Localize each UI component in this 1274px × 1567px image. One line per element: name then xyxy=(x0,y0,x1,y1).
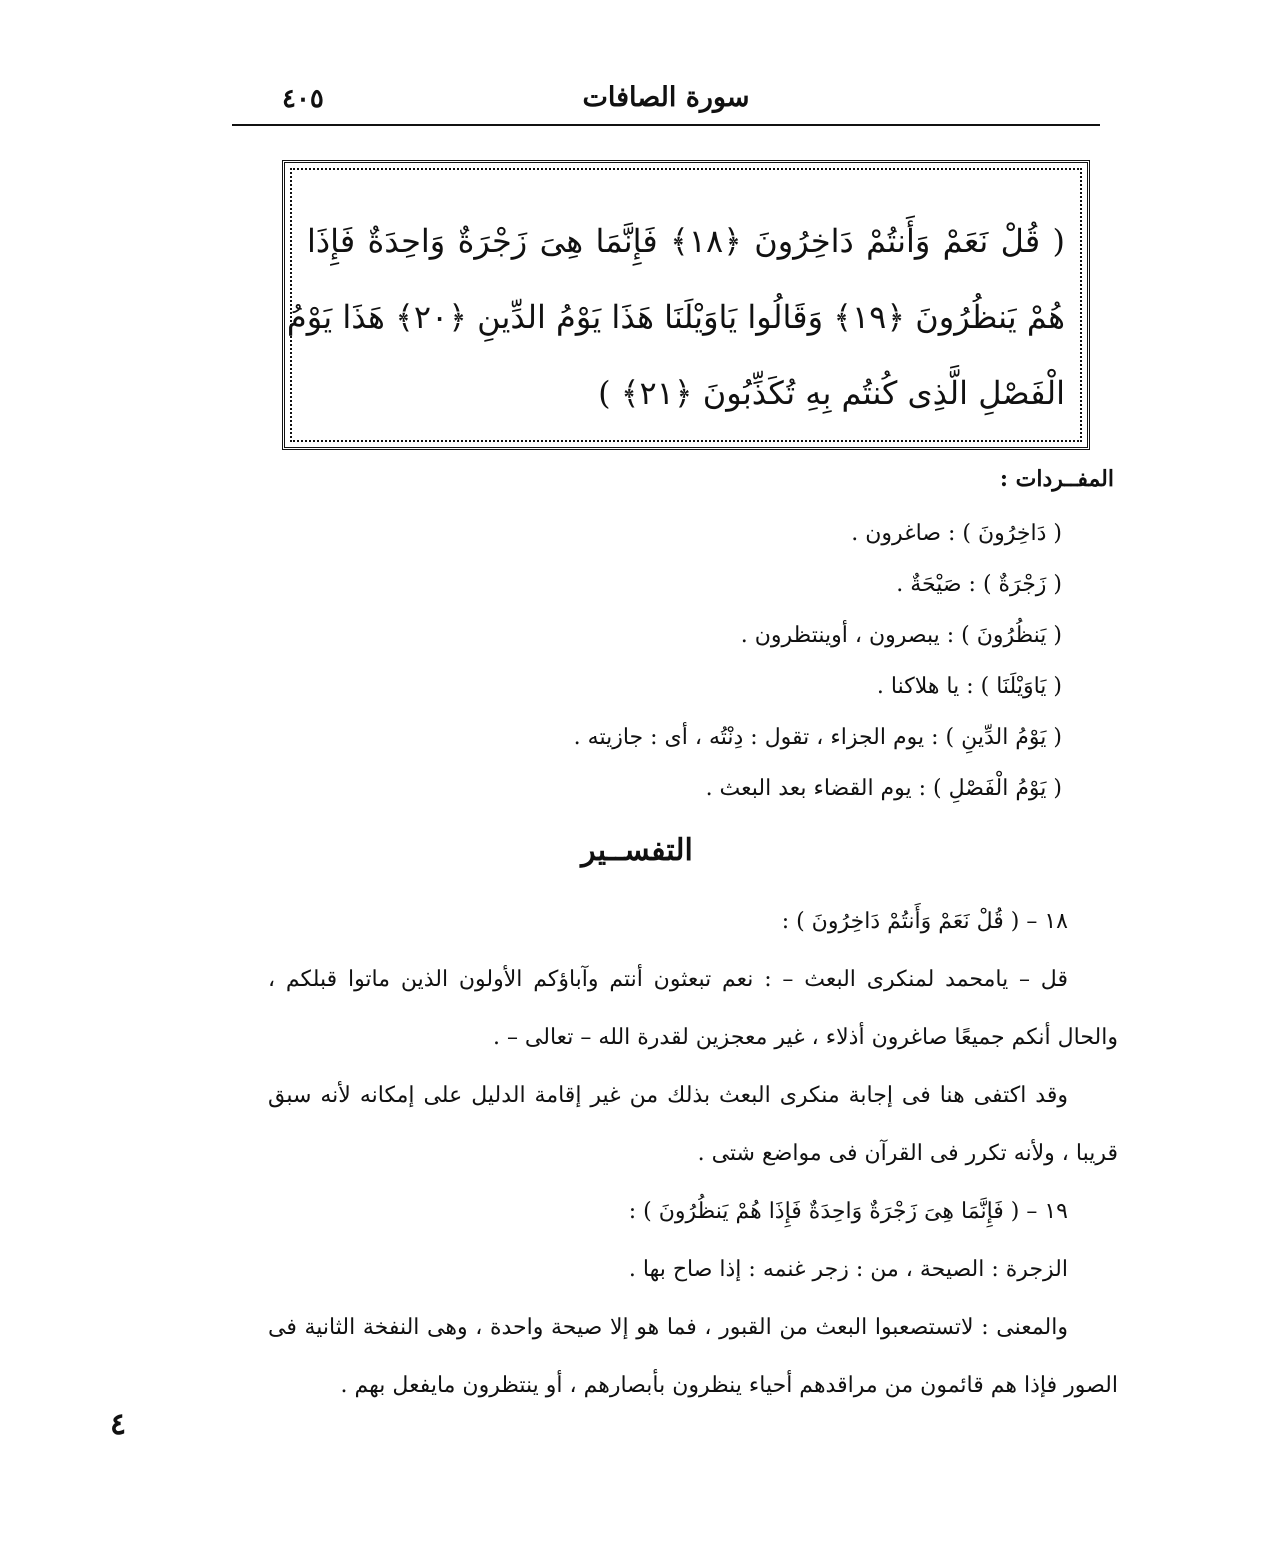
vocabulary-list xyxy=(362,508,1062,814)
paragraph: والمعنى : لاتستصعبوا البعث من القبور ، فما هو إلا صيحة واحدة ، وهى النفخة الثانية فى الصور فإذا هم قائمون من مراقدهم أحياء ينظرون بأبصارهم ، أو ينتظرون مايفعل بهم . xyxy=(268,1315,1118,1398)
page-header xyxy=(232,78,1100,126)
vocab-item: ( زَجْرَةٌ ) : صَيْحَةٌ . xyxy=(896,572,1062,597)
paragraph: وقد اكتفى هنا فى إجابة منكرى البعث بذلك من غير إقامة الدليل على إمكانه لأنه سبق قريبا ، ولأنه تكرر فى القرآن فى مواضع شتى . xyxy=(268,1083,1118,1166)
vocabulary-heading: المفــردات : xyxy=(999,466,1114,492)
paragraph: قل – يامحمد لمنكرى البعث – : نعم تبعثون أنتم وآباؤكم الأولون الذين ماتوا قبلكم ، والحال أنكم جميعًا صاغرون أذلاء ، غير معجزين لقدرة الله – تعالى – . xyxy=(268,967,1118,1050)
page-number: ٤٠٥ xyxy=(282,84,324,114)
vocab-item: ( يَنظُرُونَ ) : يبصرون ، أوينتظرون . xyxy=(740,623,1062,648)
vocab-item: ( يَاوَيْلَنَا ) : يا هلاكنا . xyxy=(876,674,1062,699)
verse19-heading: ١٩ – ( فَإِنَّمَا هِىَ زَجْرَةٌ وَاحِدَةٌ فَإِذَا هُمْ يَنظُرُونَ ) : xyxy=(628,1199,1068,1224)
surah-title: سورة الصافات xyxy=(582,82,750,113)
verse-line-3: الْفَصْلِ الَّذِى كُنتُم بِهِ تُكَذِّبُونَ ﴿٢١﴾ ) xyxy=(598,374,1065,412)
verse-line-2: هُمْ يَنظُرُونَ ﴿١٩﴾ وَقَالُوا يَاوَيْلَنَا هَذَا يَوْمُ الدِّينِ ﴿٢٠﴾ هَذَا يَوْمُ xyxy=(286,298,1065,336)
footer-mark: ٤ xyxy=(110,1407,127,1442)
tafsir-verse18 xyxy=(268,893,1118,1415)
verse18-heading: ١٨ – ( قُلْ نَعَمْ وَأَنتُمْ دَاخِرُونَ ) : xyxy=(781,909,1068,934)
vocab-item: ( يَوْمُ الدِّينِ ) : يوم الجزاء ، تقول : دِنْتُه ، أى : جازيته . xyxy=(573,725,1062,750)
vocab-item: ( دَاخِرُونَ ) : صاغرون . xyxy=(851,521,1062,546)
verse-line-1: ( قُلْ نَعَمْ وَأَنتُمْ دَاخِرُونَ ﴿١٨﴾ فَإِنَّمَا هِىَ زَجْرَةٌ وَاحِدَةٌ فَإِذَا xyxy=(307,222,1066,260)
quran-verse-box xyxy=(282,160,1090,450)
paragraph: الزجرة : الصيحة ، من : زجر غنمه : إذا صاح بها . xyxy=(628,1257,1068,1282)
vocab-item: ( يَوْمُ الْفَصْلِ ) : يوم القضاء بعد البعث . xyxy=(705,776,1062,801)
quran-verses xyxy=(286,203,1066,431)
tafsir-title: التفســير xyxy=(581,833,693,868)
